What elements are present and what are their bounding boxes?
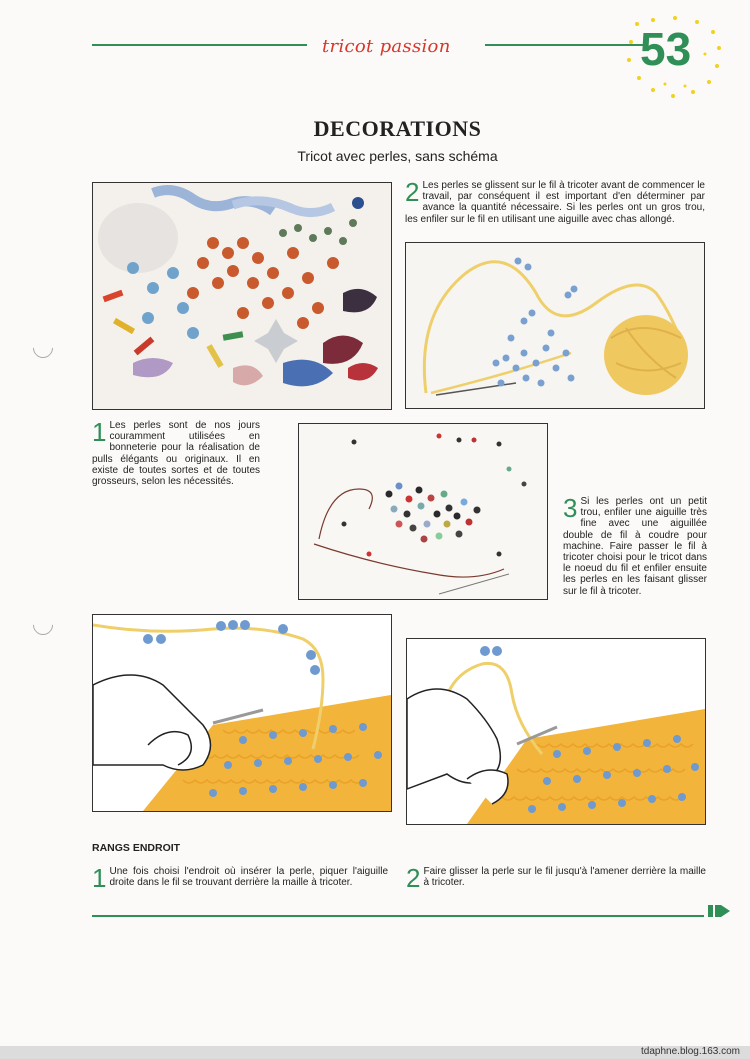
step-2-body: Les perles se glissent sur le fil à tricoter avant de commencer le travail, par conséquent il est important d'en déterminer par avance la quantité nécessaire. Si les perles ont un gros trou, les enfiler sur le fil en utilisant une aiguille avec chas allongé. xyxy=(405,180,705,225)
footer-band xyxy=(0,1046,750,1059)
step-1-number: 1 xyxy=(92,417,107,447)
knit-step-2-number: 2 xyxy=(406,863,421,893)
section-heading: RANGS ENDROIT xyxy=(92,842,181,854)
step-1-body: Les perles sont de nos jours couramment utilisées en bonneterie pour la réalisation de pulls élégants ou originaux. Il en existe de toutes sortes et de toutes grosseurs, selon les nécessités. xyxy=(92,420,260,488)
step-3-text xyxy=(563,493,707,597)
header-rule-left xyxy=(92,44,307,46)
photo-small-beads-needle xyxy=(298,423,548,600)
next-page-arrow-icon[interactable] xyxy=(708,902,732,920)
knit-step-2-body: Faire glisser la perle sur le fil jusqu'à l'amener derrière la maille à tricoter. xyxy=(423,866,706,889)
page-number: 53 xyxy=(640,23,692,75)
footer-rule xyxy=(92,915,704,917)
knit-step-2-text xyxy=(406,863,706,893)
brand-title: tricot passion xyxy=(322,36,451,57)
page-title: DECORATIONS xyxy=(313,116,482,141)
step-1-text xyxy=(92,417,260,488)
header-rule-right xyxy=(485,44,645,46)
photo-beads-assortment xyxy=(92,182,392,410)
photo-knitting-step-1 xyxy=(92,614,392,812)
photo-knitting-step-2 xyxy=(406,638,706,825)
binder-hole-top xyxy=(29,334,57,362)
watermark-text: tdaphne.blog.163.com xyxy=(641,1046,740,1057)
binder-hole-bottom xyxy=(29,611,57,639)
step-3-body: Si les perles ont un petit trou, enfiler une aiguille très fine avec une aiguillée double de fil à coudre pour machine. Faire passer le fil à tricoter choisi pour le tricot dans le noeud du fil et enfiler ensuite les perles en les faisant glisser sur le fil à tricoter. xyxy=(563,496,707,597)
step-3-number: 3 xyxy=(563,493,578,523)
knit-step-1-text xyxy=(92,863,388,893)
knit-step-1-body: Une fois choisi l'endroit où insérer la perle, piquer l'aiguille droite dans le fil se trouvant derrière la maille à tricoter. xyxy=(109,866,388,889)
step-2-text xyxy=(405,177,705,225)
knit-step-1-number: 1 xyxy=(92,863,107,893)
step-2-number: 2 xyxy=(405,177,420,207)
photo-yarn-beads xyxy=(405,242,705,409)
page-subtitle: Tricot avec perles, sans schéma xyxy=(297,148,498,164)
